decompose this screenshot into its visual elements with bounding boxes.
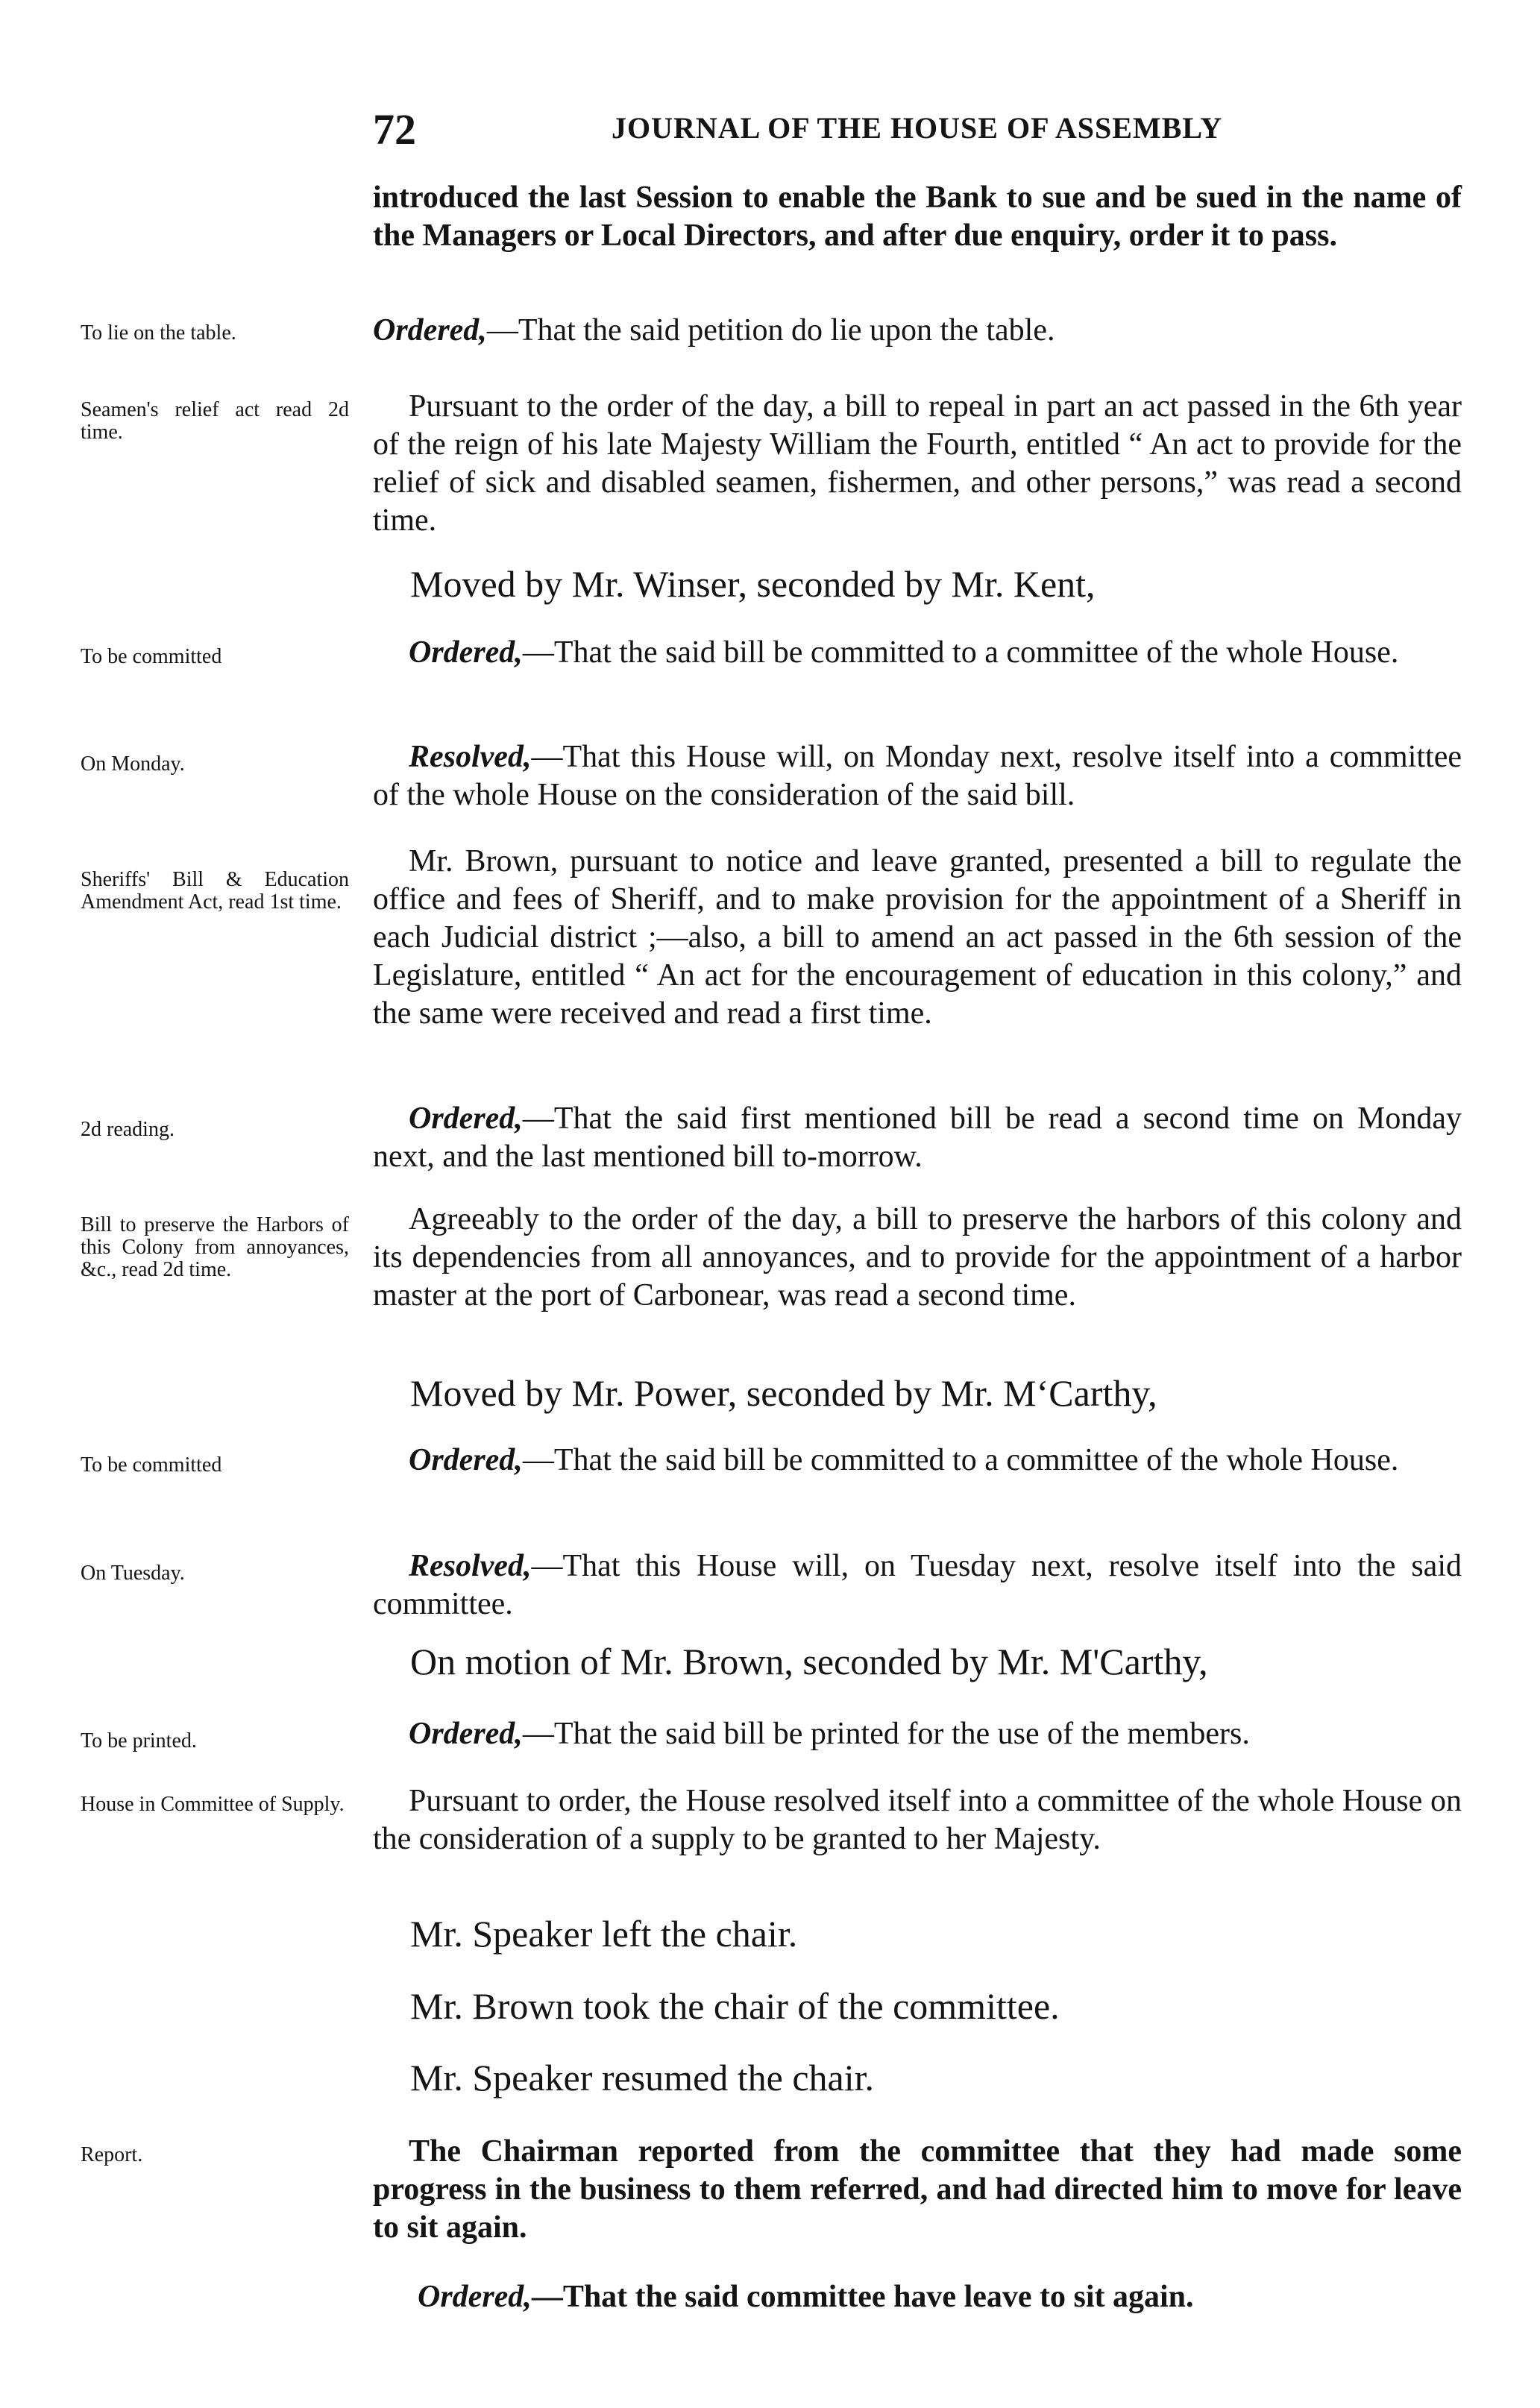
motion-line: Moved by Mr. Winser, seconded by Mr. Kent, bbox=[410, 563, 1096, 605]
motion-line: Mr. Speaker resumed the chair. bbox=[410, 2057, 875, 2099]
paragraph: Pursuant to order, the House resolved itself into a committee of the whole House on the consideration of a supply to be granted to her Majesty. bbox=[373, 1784, 1462, 1856]
paragraph-lead: Ordered, bbox=[409, 1717, 523, 1751]
margin-note: To lie on the table. bbox=[81, 321, 236, 345]
paragraph-lead: Ordered, bbox=[373, 313, 487, 348]
paragraph-final: Ordered,—That the said committee have leave to sit again. bbox=[418, 2280, 1194, 2314]
margin-note: On Monday. bbox=[81, 752, 185, 776]
page-number: 72 bbox=[373, 105, 416, 154]
paragraph-continuation: introduced the last Session to enable the Bank to sue and be sued in the name of the Managers or Local Directors, and after due enquiry, order it to pass. bbox=[373, 180, 1462, 253]
paragraph-lead: Ordered, bbox=[409, 1101, 523, 1136]
running-title: JOURNAL OF THE HOUSE OF ASSEMBLY bbox=[612, 111, 1223, 145]
paragraph: Ordered,—That the said bill be printed for the use of the members. bbox=[409, 1717, 1250, 1751]
margin-note: Report. bbox=[81, 2143, 143, 2166]
paragraph: Ordered,—That the said first mentioned bill be read a second time on Monday next, and the last mentioned bill to-morrow. bbox=[373, 1101, 1462, 1174]
motion-line: On motion of Mr. Brown, seconded by Mr. M'Carthy, bbox=[410, 1641, 1208, 1682]
margin-note: Seamen's relief act read 2d time. bbox=[81, 398, 349, 444]
paragraph: Ordered,—That the said petition do lie upon the table. bbox=[373, 313, 1055, 348]
paragraph-lead: Ordered, bbox=[409, 635, 523, 670]
motion-line: Moved by Mr. Power, seconded by Mr. M‘Carthy, bbox=[410, 1372, 1157, 1414]
paragraph: Ordered,—That the said bill be committed to a committee of the whole House. bbox=[409, 1443, 1399, 1477]
motion-line: Mr. Speaker left the chair. bbox=[410, 1913, 798, 1955]
paragraph: Agreeably to the order of the day, a bill to preserve the harbors of this colony and its dependencies from all annoyances, and to provide for the appointment of a harbor master at the port of Carbonear, was read a second time. bbox=[373, 1202, 1462, 1313]
motion-line: Mr. Brown took the chair of the committee. bbox=[410, 1985, 1060, 2027]
margin-note: Bill to preserve the Harbors of this Colony from annoyances, &c., read 2d time. bbox=[81, 1213, 349, 1281]
paragraph-lead: Resolved, bbox=[409, 1549, 532, 1583]
paragraph-lead: Ordered, bbox=[409, 1443, 523, 1477]
page-header bbox=[0, 104, 1540, 157]
margin-note: Sheriffs' Bill & Education Amendment Act, read 1st time. bbox=[81, 868, 349, 914]
margin-note: To be committed bbox=[81, 1453, 222, 1477]
margin-note: On Tuesday. bbox=[81, 1562, 185, 1585]
margin-note: House in Committee of Supply. bbox=[81, 1793, 345, 1816]
paragraph: Pursuant to the order of the day, a bill to repeal in part an act passed in the 6th year of the reign of his late Majesty William the Fourth, entitled “ An act to provide for the relief of sick and disabled seamen, fishermen, and other persons,” was read a second time. bbox=[373, 389, 1462, 538]
margin-note: To be committed bbox=[81, 645, 222, 668]
paragraph: The Chairman reported from the committee that they had made some progress in the business to them referred, and had directed him to move for leave to sit again. bbox=[373, 2134, 1462, 2245]
paragraph: Resolved,—That this House will, on Monday next, resolve itself into a committee of the whole House on the consideration of the said bill. bbox=[373, 740, 1462, 812]
paragraph-lead: Resolved, bbox=[409, 740, 532, 774]
paragraph: Ordered,—That the said bill be committed to a committee of the whole House. bbox=[409, 635, 1399, 670]
margin-note: 2d reading. bbox=[81, 1118, 175, 1141]
margin-note: To be printed. bbox=[81, 1729, 197, 1752]
paragraph: Resolved,—That this House will, on Tuesday next, resolve itself into the said committee. bbox=[373, 1549, 1462, 1621]
paragraph-lead: Ordered, bbox=[418, 2280, 532, 2314]
paragraph: Mr. Brown, pursuant to notice and leave granted, presented a bill to regulate the office and fees of Sheriff, and to make provision for the appointment of a Sheriff in each Judicial district ;—also, a bill to amend an act passed in the 6th session of the Legislature, entitled “ An act for the encouragement of education in this colony,” and the same were received and read a first time. bbox=[373, 844, 1462, 1031]
